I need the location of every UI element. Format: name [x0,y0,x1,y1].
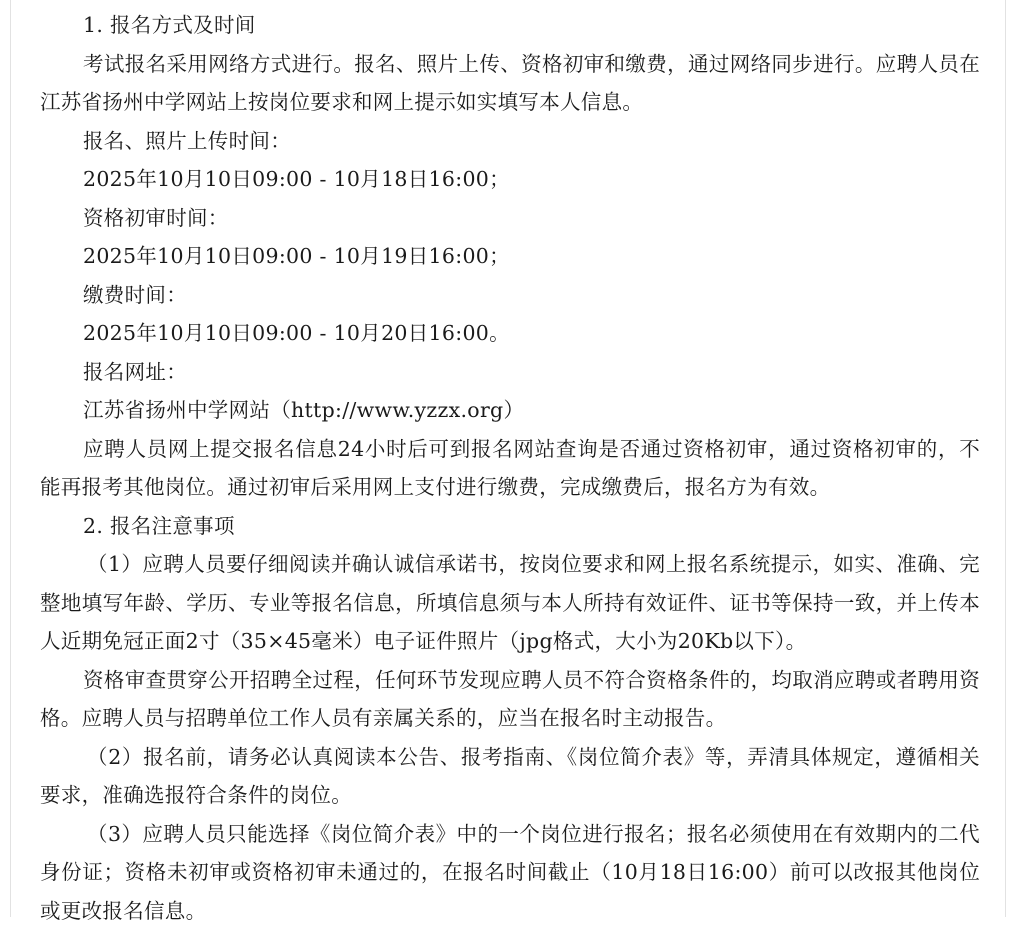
paragraph-qualification-review: 资格审查贯穿公开招聘全过程，任何环节发现应聘人员不符合资格条件的，均取消应聘或者聘用资格。应聘人员与招聘单位工作人员有亲属关系的，应当在报名时主动报告。 [40,661,980,738]
value-payment-time: 2025年10月10日09:00 - 10月20日16:00。 [40,314,980,353]
value-upload-time: 2025年10月10日09:00 - 10月18日16:00； [40,160,980,199]
section-heading-notes: 2. 报名注意事项 [40,507,980,546]
paragraph-note-1: （1）应聘人员要仔细阅读并确认诚信承诺书，按岗位要求和网上报名系统提示，如实、准确、完整地填写年龄、学历、专业等报名信息，所填信息须与本人所持有效证件、证书等保持一致，并上传本人近期免冠正面2寸（35×45毫米）电子证件照片（jpg格式，大小为20Kb以下）。 [40,545,980,661]
value-registration-url: 江苏省扬州中学网站（http://www.yzzx.org） [40,391,980,430]
label-upload-time: 报名、照片上传时间： [40,122,980,161]
label-payment-time: 缴费时间： [40,276,980,315]
paragraph-registration-method: 考试报名采用网络方式进行。报名、照片上传、资格初审和缴费，通过网络同步进行。应聘人员在江苏省扬州中学网站上按岗位要求和网上提示如实填写本人信息。 [40,45,980,122]
article-body [40,6,980,930]
paragraph-note-2: （2）报名前，请务必认真阅读本公告、报考指南、《岗位简介表》等，弄清具体规定，遵循相关要求，准确选报符合条件的岗位。 [40,738,980,815]
value-review-time: 2025年10月10日09:00 - 10月19日16:00； [40,237,980,276]
label-review-time: 资格初审时间： [40,199,980,238]
paragraph-note-3: （3）应聘人员只能选择《岗位简介表》中的一个岗位进行报名；报名必须使用在有效期内的二代身份证；资格未初审或资格初审未通过的，在报名时间截止（10月18日16:00）前可以改报其他岗位或更改报名信息。 [40,815,980,930]
section-heading-registration: 1. 报名方式及时间 [40,6,980,45]
paragraph-review-query: 应聘人员网上提交报名信息24小时后可到报名网站查询是否通过资格初审，通过资格初审的，不能再报考其他岗位。通过初审后采用网上支付进行缴费，完成缴费后，报名方为有效。 [40,430,980,507]
label-registration-url: 报名网址： [40,353,980,392]
